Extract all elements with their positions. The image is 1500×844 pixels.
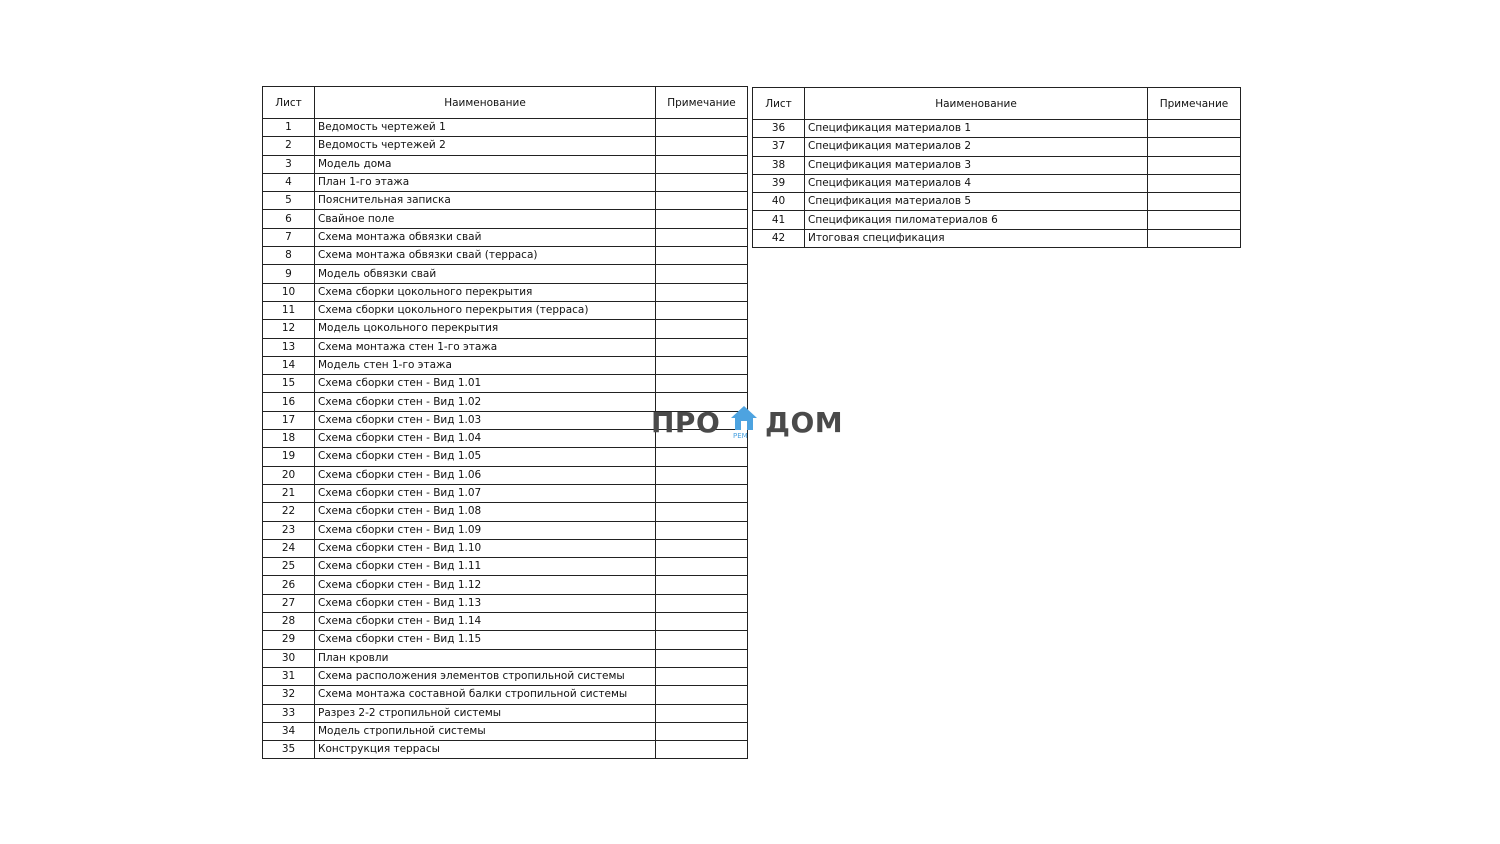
table-row	[263, 594, 748, 612]
table-row	[263, 576, 748, 594]
sheet-number-cell: 21	[263, 484, 315, 502]
sheet-name-cell: Схема монтажа обвязки свай (терраса)	[315, 247, 656, 265]
sheet-note-cell	[656, 631, 748, 649]
table-row	[753, 174, 1241, 192]
sheet-number-cell: 41	[753, 211, 805, 229]
sheet-number-cell: 24	[263, 539, 315, 557]
sheet-number-cell: 25	[263, 558, 315, 576]
table-row	[263, 521, 748, 539]
sheet-note-cell	[1148, 174, 1241, 192]
sheet-note-cell	[656, 155, 748, 173]
sheet-note-cell	[656, 503, 748, 521]
table-row	[263, 119, 748, 137]
sheet-name-cell: Схема сборки стен - Вид 1.12	[315, 576, 656, 594]
header-note: Примечание	[1148, 88, 1241, 120]
sheet-number-cell: 40	[753, 193, 805, 211]
sheet-number-cell: 23	[263, 521, 315, 539]
header-name: Наименование	[315, 87, 656, 119]
table-row	[263, 283, 748, 301]
table-header-row	[753, 88, 1241, 120]
sheet-name-cell: Схема сборки стен - Вид 1.09	[315, 521, 656, 539]
table-row	[753, 211, 1241, 229]
sheet-note-cell	[656, 210, 748, 228]
sheet-note-cell	[656, 375, 748, 393]
sheet-note-cell	[656, 356, 748, 374]
table-row	[263, 192, 748, 210]
sheet-name-cell: Схема сборки стен - Вид 1.06	[315, 466, 656, 484]
sheet-number-cell: 9	[263, 265, 315, 283]
sheet-note-cell	[656, 301, 748, 319]
sheet-name-cell: План кровли	[315, 649, 656, 667]
sheet-number-cell: 29	[263, 631, 315, 649]
sheet-number-cell: 34	[263, 722, 315, 740]
sheet-name-cell: Схема сборки цокольного перекрытия	[315, 283, 656, 301]
sheet-note-cell	[656, 521, 748, 539]
sheet-name-cell: Схема расположения элементов стропильной системы	[315, 667, 656, 685]
sheet-note-cell	[656, 741, 748, 759]
sheet-note-cell	[656, 704, 748, 722]
table-row	[263, 155, 748, 173]
sheet-name-cell: Схема сборки стен - Вид 1.07	[315, 484, 656, 502]
sheet-name-cell: Схема сборки стен - Вид 1.03	[315, 411, 656, 429]
table-row	[263, 448, 748, 466]
sheet-number-cell: 26	[263, 576, 315, 594]
sheet-note-cell	[656, 594, 748, 612]
sheet-name-cell: Схема сборки стен - Вид 1.11	[315, 558, 656, 576]
sheet-number-cell: 13	[263, 338, 315, 356]
sheet-number-cell: 42	[753, 229, 805, 247]
sheet-note-cell	[1148, 138, 1241, 156]
sheet-note-cell	[656, 466, 748, 484]
sheet-note-cell	[656, 448, 748, 466]
sheet-name-cell: Схема сборки стен - Вид 1.01	[315, 375, 656, 393]
sheet-name-cell: Итоговая спецификация	[805, 229, 1148, 247]
table-row	[263, 704, 748, 722]
sheet-number-cell: 10	[263, 283, 315, 301]
sheet-name-cell: Модель дома	[315, 155, 656, 173]
sheet-number-cell: 11	[263, 301, 315, 319]
table-row	[753, 229, 1241, 247]
sheet-name-cell: Пояснительная записка	[315, 192, 656, 210]
sheet-name-cell: Схема сборки стен - Вид 1.15	[315, 631, 656, 649]
drawings-list-table-right	[752, 87, 1241, 248]
sheet-note-cell	[656, 119, 748, 137]
sheet-name-cell: Схема сборки стен - Вид 1.02	[315, 393, 656, 411]
sheet-number-cell: 16	[263, 393, 315, 411]
sheet-note-cell	[656, 192, 748, 210]
table-row	[263, 466, 748, 484]
table-row	[263, 247, 748, 265]
table-row	[263, 631, 748, 649]
sheet-note-cell	[656, 613, 748, 631]
sheet-number-cell: 32	[263, 686, 315, 704]
table-row	[263, 210, 748, 228]
sheet-name-cell: Модель цокольного перекрытия	[315, 320, 656, 338]
sheet-note-cell	[656, 576, 748, 594]
sheet-name-cell: Модель стропильной системы	[315, 722, 656, 740]
table-row	[263, 320, 748, 338]
table-row	[263, 375, 748, 393]
table-header-row	[263, 87, 748, 119]
sheet-number-cell: 12	[263, 320, 315, 338]
sheet-name-cell: Схема монтажа составной балки стропильной системы	[315, 686, 656, 704]
sheet-note-cell	[656, 649, 748, 667]
sheet-name-cell: Спецификация пиломатериалов 6	[805, 211, 1148, 229]
sheet-name-cell: Схема сборки стен - Вид 1.05	[315, 448, 656, 466]
table-body-right	[753, 120, 1241, 248]
sheet-number-cell: 4	[263, 173, 315, 191]
sheet-name-cell: Схема монтажа обвязки свай	[315, 228, 656, 246]
sheet-number-cell: 38	[753, 156, 805, 174]
sheet-name-cell: Схема сборки стен - Вид 1.04	[315, 430, 656, 448]
sheet-note-cell	[656, 137, 748, 155]
sheet-note-cell	[656, 283, 748, 301]
table-row	[263, 558, 748, 576]
sheet-note-cell	[656, 173, 748, 191]
sheet-name-cell: Схема сборки стен - Вид 1.08	[315, 503, 656, 521]
sheet-name-cell: Конструкция террасы	[315, 741, 656, 759]
table-row	[263, 265, 748, 283]
header-sheet: Лист	[753, 88, 805, 120]
sheet-number-cell: 37	[753, 138, 805, 156]
header-name: Наименование	[805, 88, 1148, 120]
sheet-number-cell: 3	[263, 155, 315, 173]
sheet-number-cell: 1	[263, 119, 315, 137]
sheet-number-cell: 33	[263, 704, 315, 722]
table-row	[263, 741, 748, 759]
sheet-note-cell	[656, 539, 748, 557]
sheet-note-cell	[1148, 229, 1241, 247]
sheet-number-cell: 20	[263, 466, 315, 484]
sheet-name-cell: Спецификация материалов 5	[805, 193, 1148, 211]
sheet-name-cell: Разрез 2-2 стропильной системы	[315, 704, 656, 722]
sheet-number-cell: 39	[753, 174, 805, 192]
sheet-note-cell	[656, 320, 748, 338]
watermark-logo	[651, 404, 851, 448]
sheet-number-cell: 5	[263, 192, 315, 210]
sheet-note-cell	[656, 667, 748, 685]
sheet-number-cell: 15	[263, 375, 315, 393]
sheet-name-cell: Спецификация материалов 3	[805, 156, 1148, 174]
sheet-name-cell: Модель обвязки свай	[315, 265, 656, 283]
house-icon	[729, 404, 759, 434]
header-note: Примечание	[656, 87, 748, 119]
sheet-number-cell: 19	[263, 448, 315, 466]
sheet-number-cell: 2	[263, 137, 315, 155]
sheet-name-cell: Ведомость чертежей 1	[315, 119, 656, 137]
table-row	[263, 613, 748, 631]
table-row	[263, 301, 748, 319]
sheet-name-cell: Ведомость чертежей 2	[315, 137, 656, 155]
logo-word-dom: ДОМ	[765, 406, 844, 439]
sheet-name-cell: Спецификация материалов 1	[805, 120, 1148, 138]
sheet-name-cell: План 1-го этажа	[315, 173, 656, 191]
table-row	[263, 228, 748, 246]
table-row	[263, 338, 748, 356]
sheet-name-cell: Схема сборки стен - Вид 1.10	[315, 539, 656, 557]
sheet-note-cell	[1148, 120, 1241, 138]
sheet-note-cell	[656, 484, 748, 502]
table-row	[753, 138, 1241, 156]
sheet-note-cell	[656, 228, 748, 246]
table-row	[753, 120, 1241, 138]
sheet-note-cell	[656, 247, 748, 265]
table-row	[263, 539, 748, 557]
sheet-number-cell: 28	[263, 613, 315, 631]
sheet-number-cell: 22	[263, 503, 315, 521]
sheet-number-cell: 30	[263, 649, 315, 667]
sheet-note-cell	[1148, 211, 1241, 229]
logo-word-pro: ПРО	[651, 406, 721, 439]
sheet-note-cell	[1148, 156, 1241, 174]
sheet-note-cell	[656, 338, 748, 356]
sheet-number-cell: 17	[263, 411, 315, 429]
sheet-number-cell: 14	[263, 356, 315, 374]
table-row	[263, 137, 748, 155]
header-sheet: Лист	[263, 87, 315, 119]
sheet-number-cell: 8	[263, 247, 315, 265]
sheet-name-cell: Схема сборки стен - Вид 1.14	[315, 613, 656, 631]
sheet-note-cell	[1148, 193, 1241, 211]
sheet-name-cell: Модель стен 1-го этажа	[315, 356, 656, 374]
table-row	[263, 722, 748, 740]
sheet-name-cell: Схема монтажа стен 1-го этажа	[315, 338, 656, 356]
table-row	[263, 686, 748, 704]
sheet-number-cell: 7	[263, 228, 315, 246]
sheet-note-cell	[656, 686, 748, 704]
sheet-number-cell: 35	[263, 741, 315, 759]
table-row	[263, 173, 748, 191]
table-row	[263, 484, 748, 502]
sheet-number-cell: 36	[753, 120, 805, 138]
table-row	[263, 503, 748, 521]
sheet-name-cell: Свайное поле	[315, 210, 656, 228]
sheet-note-cell	[656, 558, 748, 576]
sheet-number-cell: 31	[263, 667, 315, 685]
sheet-number-cell: 27	[263, 594, 315, 612]
sheet-name-cell: Спецификация материалов 2	[805, 138, 1148, 156]
table-row	[753, 193, 1241, 211]
table-row	[753, 156, 1241, 174]
sheet-note-cell	[656, 265, 748, 283]
sheet-name-cell: Схема сборки цокольного перекрытия (терраса)	[315, 301, 656, 319]
logo-subtext: РЕМ	[733, 432, 748, 440]
sheet-number-cell: 18	[263, 430, 315, 448]
sheet-number-cell: 6	[263, 210, 315, 228]
table-row	[263, 649, 748, 667]
table-row	[263, 667, 748, 685]
sheet-name-cell: Схема сборки стен - Вид 1.13	[315, 594, 656, 612]
sheet-note-cell	[656, 722, 748, 740]
table-row	[263, 356, 748, 374]
sheet-name-cell: Спецификация материалов 4	[805, 174, 1148, 192]
